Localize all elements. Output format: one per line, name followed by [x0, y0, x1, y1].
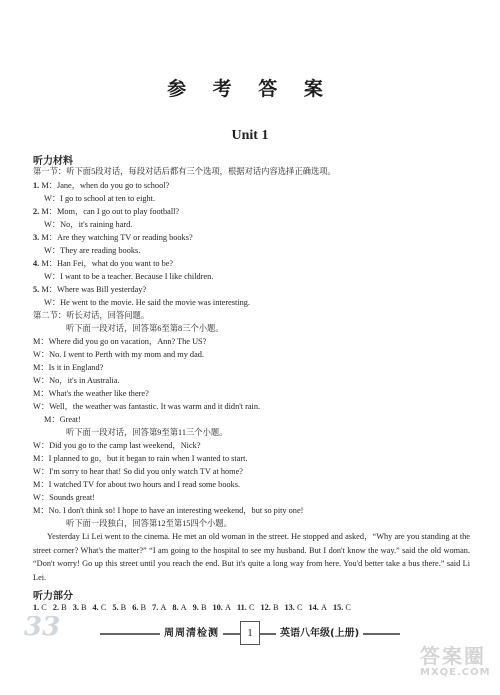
answer-key	[33, 603, 357, 612]
answer-item	[333, 603, 351, 612]
answer-choice: B	[200, 603, 207, 612]
monologue-instruction: 听下面一段独白，回答第12至第15四个小题。	[66, 519, 232, 528]
answer-choice: B	[140, 603, 147, 612]
answer-choice: B	[61, 603, 67, 612]
q1-line-w: W：I go to school at ten to eight.	[44, 194, 156, 203]
dialogue2-instruction: 听下面一段对话，回答第9至第11三个小题。	[66, 428, 228, 437]
dialogue2-line: M：I watched TV for about two hours and I read some books.	[33, 480, 241, 489]
answer-item	[132, 603, 146, 612]
answer-number: 7.	[152, 603, 161, 612]
answer-item	[53, 603, 67, 612]
monologue-paragraph: Yesterday Li Lei went to the cinema. He met an old woman in the street. He stopped and asked，“Why are you standing at the street corner? What's the matter?” “I am going to the hospital to see my husband. But I don't know the way.” said the old woman. “Don't worry! Go up this street until you reach the end. But it's quite a long way from here. You'd better take a bus there.” said Li Lei.	[33, 532, 470, 582]
footer-brand: 周周清检测	[160, 624, 223, 639]
dialogue1-line: M：Is it in England?	[33, 363, 104, 372]
answer-item	[33, 603, 47, 612]
q4-line-m: 4. M：Han Fei，what do you want to be?	[33, 259, 174, 268]
dialogue1-line: W：No，it's in Australia.	[33, 376, 120, 385]
dialogue1-line: M：Where did you go on vacation，Ann? The US?	[33, 337, 207, 346]
answer-item	[309, 603, 327, 612]
dialogue1-line: M：Great!	[44, 415, 81, 424]
answer-choice: C	[41, 603, 47, 612]
answer-item	[285, 603, 303, 612]
dialogue1-instruction: 听下面一段对话，回答第6至第8三个小题。	[66, 324, 224, 333]
answer-number: 11.	[236, 603, 249, 612]
q2-line-w: W：No，it's raining hard.	[44, 220, 133, 229]
section1-instruction: 第一节：听下面5段对话，每段对话后都有三个选项，根据对话内容选择正确选项。	[33, 167, 336, 176]
answer-choice: A	[320, 603, 327, 612]
answer-number: 6.	[132, 603, 141, 612]
answer-choice: C	[345, 603, 351, 612]
dialogue2-line: M：I planned to go，but it began to rain when I wanted to start.	[33, 454, 248, 463]
answer-choice: C	[100, 603, 107, 612]
answer-number: 1.	[33, 603, 42, 612]
dialogue1-line: W：Well，the weather was fantastic. It was warm and it didn't rain.	[33, 402, 261, 411]
answer-choice: A	[160, 603, 167, 612]
answer-choice: C	[248, 603, 255, 612]
answer-item	[193, 603, 207, 612]
answer-number: 15.	[332, 603, 346, 612]
watermark-logo	[420, 645, 492, 685]
page-footer	[100, 620, 400, 650]
footer-book-title: 英语八年级(上册)	[276, 624, 363, 639]
answer-choice: B	[272, 603, 279, 612]
answer-choice: A	[224, 603, 231, 612]
dialogue1-line: M：What's the weather like there?	[33, 389, 149, 398]
section-heading-listening-part: 听力部分	[33, 591, 73, 602]
answer-item	[172, 603, 186, 612]
answer-item	[93, 603, 107, 612]
q2-line-m: 2. M：Mom，can I go out to play football?	[33, 207, 180, 216]
q5-line-w: W：He went to the movie. He said the movie was interesting.	[44, 298, 250, 307]
series-logo: 33	[24, 612, 61, 642]
answer-item	[112, 603, 126, 612]
page-title: 参 考 答 案	[167, 78, 333, 100]
answer-choice: C	[296, 603, 303, 612]
answer-number: 12.	[260, 603, 273, 612]
answer-item	[237, 603, 255, 612]
watermark-text: 答案圈	[420, 644, 486, 668]
dialogue1-line: W：No. I went to Perth with my mom and my dad.	[33, 350, 204, 359]
answer-number: 8.	[172, 603, 181, 612]
q3-line-w: W：They are reading books.	[44, 246, 141, 255]
page-number: 1	[240, 621, 260, 645]
answer-choice: B	[80, 603, 87, 612]
answer-number: 5.	[112, 603, 121, 612]
dialogue2-line: W：I'm sorry to hear that! So did you only watch TV at home?	[33, 467, 243, 476]
answer-number: 4.	[92, 603, 101, 612]
answer-number: 10.	[212, 603, 225, 612]
answer-number: 14.	[308, 603, 321, 612]
watermark-url: MXQE.COM	[420, 667, 491, 678]
section-heading-listening-material: 听力材料	[33, 156, 73, 167]
q4-line-w: W：I want to be a teacher. Because I like children.	[44, 272, 214, 281]
answer-choice: A	[180, 603, 187, 612]
answer-number: 3.	[72, 603, 81, 612]
answer-number: 2.	[52, 603, 62, 612]
answer-item	[152, 603, 166, 612]
section2-instruction: 第二节：听长对话，回答问题。	[33, 311, 150, 320]
answer-number: 13.	[284, 603, 297, 612]
answer-item	[261, 603, 279, 612]
answer-item	[73, 603, 87, 612]
dialogue2-line: W：Did you go to the camp last weekend，Nick?	[33, 441, 201, 450]
answer-choice: B	[120, 603, 127, 612]
q5-line-m: 5. M：Where was Bill yesterday?	[33, 285, 147, 294]
dialogue2-line: W：Sounds great!	[33, 493, 95, 502]
dialogue2-line: M：No. I don't think so! I hope to have an interesting weekend，but so pity one!	[33, 506, 304, 515]
unit-heading: Unit 1	[231, 128, 269, 143]
q3-line-m: 3. M：Are they watching TV or reading books?	[33, 233, 193, 242]
answer-item	[213, 603, 231, 612]
answer-number: 9.	[192, 603, 201, 612]
q1-line-m: 1. M：Jane，when do you go to school?	[33, 181, 170, 190]
